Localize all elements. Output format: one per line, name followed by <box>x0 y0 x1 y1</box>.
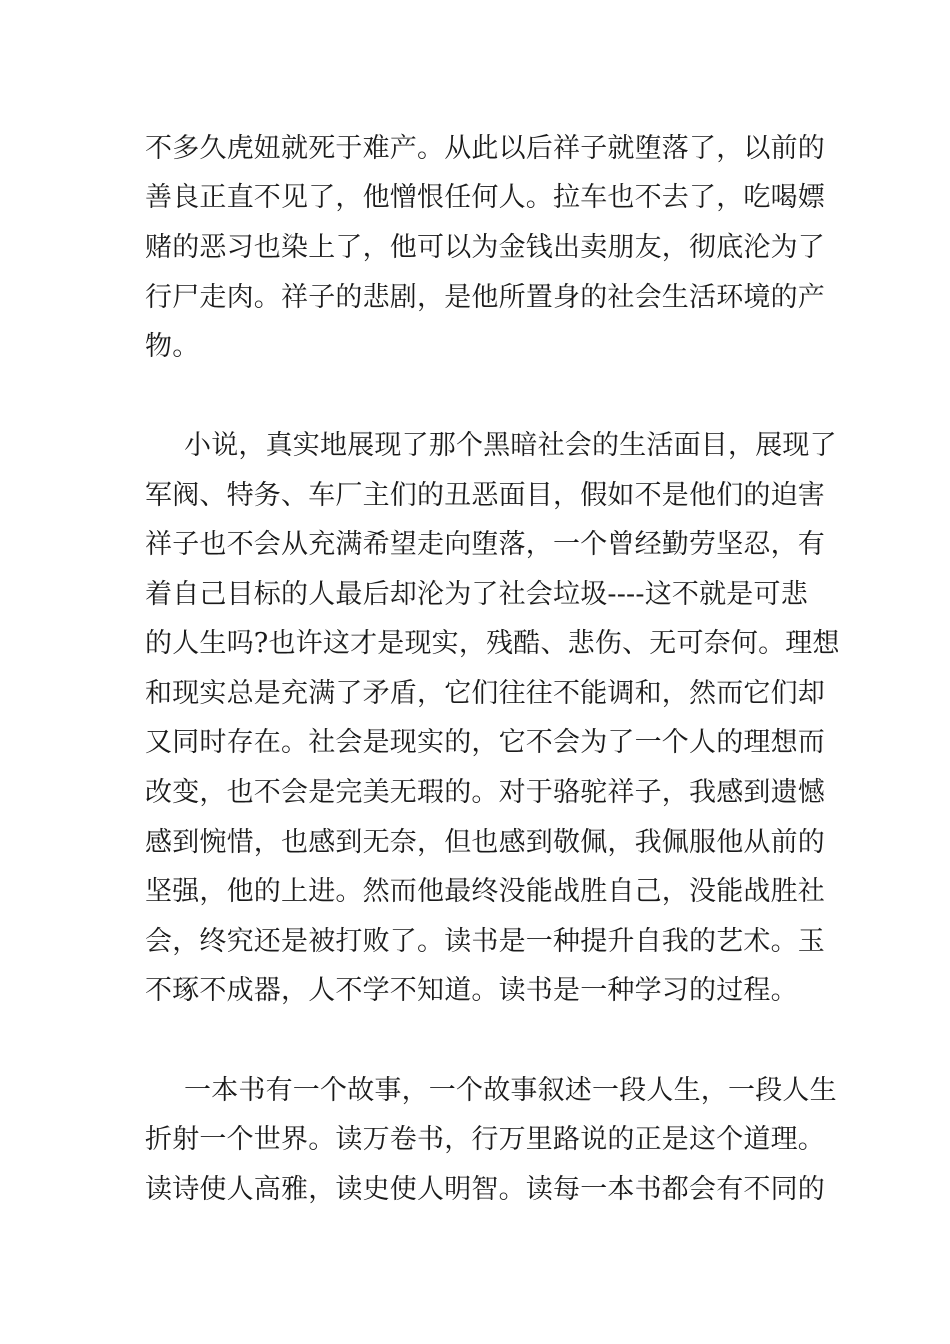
paragraph-2-line-11: 会，终究还是被打败了。读书是一种提升自我的艺术。玉 <box>145 926 825 957</box>
paragraph-1-line-4: 行尸走肉。祥子的悲剧，是他所置身的社会生活环境的产 <box>145 282 825 313</box>
paragraph-2-line-1: 小说，真实地展现了那个黑暗社会的生活面目，展现了 <box>184 430 837 461</box>
paragraph-1-line-5: 物。 <box>145 331 200 362</box>
paragraph-2-line-3: 祥子也不会从充满希望走向堕落，一个曾经勤劳坚忍，有 <box>145 529 825 560</box>
paragraph-2-line-4: 着自己目标的人最后却沦为了社会垃圾----这不就是可悲 <box>145 579 808 610</box>
paragraph-2-line-5: 的人生吗?也许这才是现实，残酷、悲伤、无可奈何。理想 <box>145 628 840 659</box>
paragraph-3-line-1: 一本书有一个故事，一个故事叙述一段人生，一段人生 <box>184 1075 837 1106</box>
paragraph-1-line-2: 善良正直不见了，他憎恨任何人。拉车也不去了，吃喝嫖 <box>145 182 825 213</box>
paragraph-2-line-10: 坚强，他的上进。然而他最终没能战胜自己，没能战胜社 <box>145 876 825 907</box>
paragraph-3-line-2: 折射一个世界。读万卷书，行万里路说的正是这个道理。 <box>145 1124 825 1155</box>
paragraph-1-line-3: 赌的恶习也染上了，他可以为金钱出卖朋友，彻底沦为了 <box>145 232 825 263</box>
paragraph-2-line-6: 和现实总是充满了矛盾，它们往往不能调和，然而它们却 <box>145 678 825 709</box>
paragraph-2-line-9: 感到惋惜，也感到无奈，但也感到敬佩，我佩服他从前的 <box>145 827 825 858</box>
paragraph-2-line-2: 军阀、特务、车厂主们的丑恶面目，假如不是他们的迫害 <box>145 480 825 511</box>
paragraph-3-line-3: 读诗使人高雅，读史使人明智。读每一本书都会有不同的 <box>145 1174 825 1205</box>
paragraph-2-line-7: 又同时存在。社会是现实的，它不会为了一个人的理想而 <box>145 727 825 758</box>
paragraph-1-line-1: 不多久虎妞就死于难产。从此以后祥子就堕落了，以前的 <box>145 133 825 164</box>
paragraph-2-line-12: 不琢不成器，人不学不知道。读书是一种学习的过程。 <box>145 975 798 1006</box>
paragraph-2-line-8: 改变，也不会是完美无瑕的。对于骆驼祥子，我感到遗憾 <box>145 777 825 808</box>
